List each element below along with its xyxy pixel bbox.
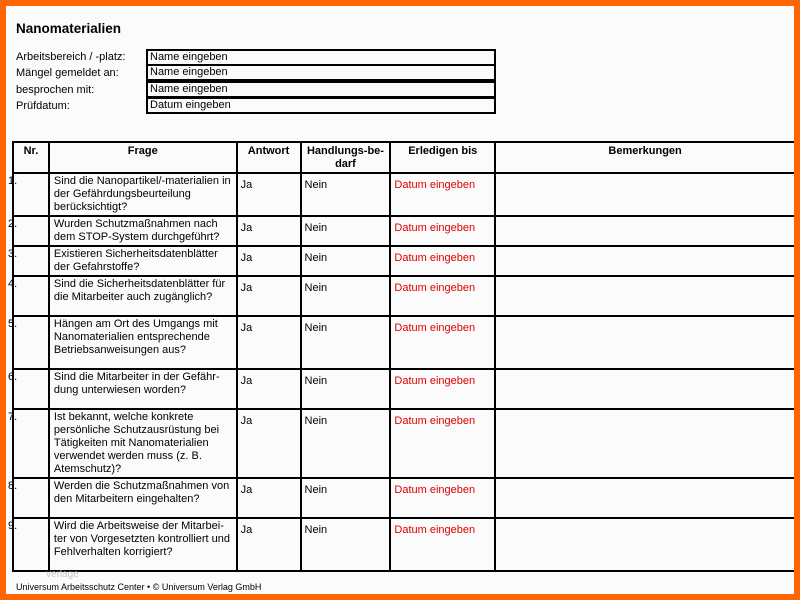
question-cell: Sind die Nanopartikel/-materialien in der Gefährdungsbeurteilung berücksichtigt?	[49, 173, 237, 216]
answer-cell[interactable]: Ja	[237, 246, 301, 276]
row-number	[8, 216, 49, 246]
document-page	[6, 6, 794, 594]
table-row	[13, 518, 794, 571]
arbeitsbereich-field[interactable]: Name eingeben	[146, 49, 496, 66]
field-label-pruefdatum: Prüfdatum:	[16, 100, 70, 112]
row-number-label: 1.	[8, 175, 18, 187]
answer-cell[interactable]: Ja	[237, 216, 301, 246]
action-needed-cell[interactable]: Nein	[301, 316, 391, 369]
question-cell: Hängen am Ort des Umgangs mit Nanomaterialien entsprechende Betriebsanweisungen aus?	[49, 316, 237, 369]
remarks-cell[interactable]	[495, 173, 794, 216]
page-title: Nanomaterialien	[16, 21, 122, 36]
row-number	[8, 409, 49, 478]
pruefdatum-field[interactable]: Datum eingeben	[146, 97, 496, 114]
row-number-label: 4.	[8, 278, 18, 290]
row-number-label: 6.	[8, 371, 18, 383]
due-date-cell[interactable]: Datum eingeben	[390, 246, 495, 276]
field-label-maengel: Mängel gemeldet an:	[16, 67, 119, 79]
remarks-cell[interactable]	[495, 478, 794, 518]
checklist-table	[8, 141, 794, 572]
row-number-label: 3.	[8, 248, 18, 260]
action-needed-cell[interactable]: Nein	[301, 478, 391, 518]
maengel-gemeldet-field[interactable]: Name eingeben	[146, 64, 496, 81]
question-cell: Wurden Schutzmaßnahmen nach dem STOP-System durchgeführt?	[49, 216, 237, 246]
answer-cell[interactable]: Ja	[237, 276, 301, 316]
header-erledigen-bis: Erledigen bis	[390, 142, 495, 173]
table-row	[13, 409, 794, 478]
row-number-label: 2.	[8, 218, 18, 230]
table-row	[13, 246, 794, 276]
action-needed-cell[interactable]: Nein	[301, 246, 391, 276]
table-row	[13, 316, 794, 369]
table-header-row	[13, 142, 794, 173]
remarks-cell[interactable]	[495, 276, 794, 316]
remarks-cell[interactable]	[495, 409, 794, 478]
table-row	[13, 216, 794, 246]
answer-cell[interactable]: Ja	[237, 518, 301, 571]
row-number	[8, 478, 49, 518]
table-row	[13, 276, 794, 316]
due-date-cell[interactable]: Datum eingeben	[390, 276, 495, 316]
row-number-label: 9.	[8, 520, 18, 532]
row-number	[8, 316, 49, 369]
action-needed-cell[interactable]: Nein	[301, 276, 391, 316]
action-needed-cell[interactable]: Nein	[301, 369, 391, 409]
header-bemerkungen: Bemerkungen	[495, 142, 794, 173]
answer-cell[interactable]: Ja	[237, 409, 301, 478]
field-label-besprochen: besprochen mit:	[16, 84, 95, 96]
field-label-arbeitsbereich: Arbeitsbereich / -platz:	[16, 51, 126, 63]
header-frage: Frage	[49, 142, 237, 173]
due-date-cell[interactable]: Datum eingeben	[390, 478, 495, 518]
question-cell: Wird die Arbeitsweise der Mitarbei-ter von Vorgesetzten kontrolliert und Fehlverhalten korrigiert?	[49, 518, 237, 571]
question-cell: Ist bekannt, welche konkrete persönliche Schutzausrüstung bei Tätigkeiten mit Nanomaterialien verwendet werden muss (z. B. Atemschutz)?	[49, 409, 237, 478]
header-handlungsbedarf: Handlungs-be-darf	[301, 142, 391, 173]
answer-cell[interactable]: Ja	[237, 478, 301, 518]
question-cell: Existieren Sicherheitsdatenblätter der Gefahrstoffe?	[49, 246, 237, 276]
answer-cell[interactable]: Ja	[237, 173, 301, 216]
row-number	[8, 276, 49, 316]
row-number	[8, 173, 49, 216]
row-number	[8, 518, 49, 571]
answer-cell[interactable]: Ja	[237, 369, 301, 409]
due-date-cell[interactable]: Datum eingeben	[390, 518, 495, 571]
row-number-label: 8.	[8, 480, 18, 492]
answer-cell[interactable]: Ja	[237, 316, 301, 369]
row-number	[8, 246, 49, 276]
table-row	[13, 478, 794, 518]
row-number-label: 5.	[8, 318, 18, 330]
action-needed-cell[interactable]: Nein	[301, 173, 391, 216]
row-number-label: 7.	[8, 411, 18, 423]
due-date-cell[interactable]: Datum eingeben	[390, 216, 495, 246]
question-cell: Werden die Schutzmaßnahmen von den Mitarbeitern eingehalten?	[49, 478, 237, 518]
question-cell: Sind die Sicherheitsdatenblätter für die Mitarbeiter auch zugänglich?	[49, 276, 237, 316]
due-date-cell[interactable]: Datum eingeben	[390, 409, 495, 478]
question-cell: Sind die Mitarbeiter in der Gefähr-dung unterwiesen worden?	[49, 369, 237, 409]
remarks-cell[interactable]	[495, 246, 794, 276]
remarks-cell[interactable]	[495, 518, 794, 571]
action-needed-cell[interactable]: Nein	[301, 216, 391, 246]
due-date-cell[interactable]: Datum eingeben	[390, 173, 495, 216]
footer: Universum Arbeitsschutz Center • © Universum Verlag GmbH	[16, 582, 262, 592]
besprochen-mit-field[interactable]: Name eingeben	[146, 81, 496, 98]
table-row	[13, 173, 794, 216]
due-date-cell[interactable]: Datum eingeben	[390, 369, 495, 409]
action-needed-cell[interactable]: Nein	[301, 409, 391, 478]
remarks-cell[interactable]	[495, 369, 794, 409]
header-antwort: Antwort	[237, 142, 301, 173]
remarks-cell[interactable]	[495, 216, 794, 246]
due-date-cell[interactable]: Datum eingeben	[390, 316, 495, 369]
action-needed-cell[interactable]: Nein	[301, 518, 391, 571]
watermark: verlage	[46, 569, 79, 580]
table-row	[13, 369, 794, 409]
remarks-cell[interactable]	[495, 316, 794, 369]
row-number	[8, 369, 49, 409]
header-nr: Nr.	[13, 142, 49, 173]
